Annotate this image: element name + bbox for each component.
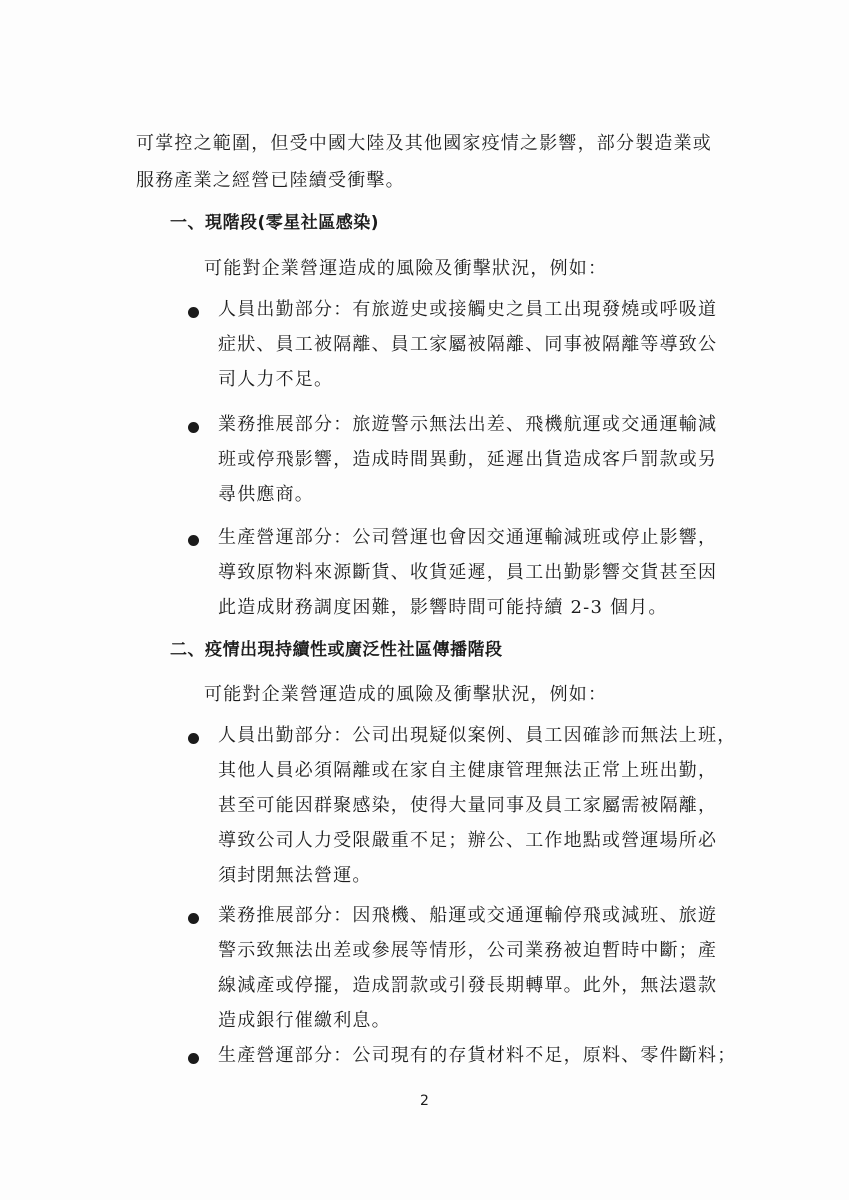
bullet-line: 業務推展部分：因飛機、船運或交通運輸停飛或減班、旅遊 (218, 905, 718, 926)
intro-line: 可掌控之範圍，但受中國大陸及其他國家疫情之影響，部分製造業或 (136, 133, 712, 154)
bullet-dot-icon (188, 1053, 199, 1064)
section-heading: 二、疫情出現持續性或廣泛性社區傳播階段 (170, 640, 503, 660)
bullet-line: 班或停飛影響，造成時間異動，延遲出貨造成客戶罰款或另 (218, 449, 718, 470)
bullet-line: 症狀、員工被隔離、員工家屬被隔離、同事被隔離等導致公 (218, 334, 718, 355)
section-lead: 可能對企業營運造成的風險及衝擊狀況，例如： (204, 684, 608, 705)
bullet-line: 須封閉無法營運。 (218, 865, 372, 886)
bullet-line: 業務推展部分：旅遊警示無法出差、飛機航運或交通運輸減 (218, 414, 718, 435)
page-number: 2 (420, 1093, 429, 1109)
section-heading: 一、現階段(零星社區感染) (170, 213, 380, 233)
bullet-line: 導致公司人力受限嚴重不足；辦公、工作地點或營運場所必 (218, 830, 718, 851)
bullet-line: 司人力不足。 (218, 369, 334, 390)
bullet-line: 甚至可能因群聚感染，使得大量同事及員工家屬需被隔離， (218, 795, 718, 816)
bullet-line: 其他人員必須隔離或在家自主健康管理無法正常上班出勤， (218, 760, 718, 781)
bullet-line: 人員出勤部分：公司出現疑似案例、員工因確診而無法上班， (218, 725, 737, 746)
bullet-line: 導致原物料來源斷貨、收貨延遲，員工出勤影響交貨甚至因 (218, 562, 718, 583)
bullet-dot-icon (188, 913, 199, 924)
bullet-line: 人員出勤部分：有旅遊史或接觸史之員工出現發燒或呼吸道 (218, 299, 718, 320)
bullet-line: 線減產或停擺，造成罰款或引發長期轉單。此外，無法還款 (218, 975, 718, 996)
section-lead: 可能對企業營運造成的風險及衝擊狀況，例如： (204, 258, 608, 279)
bullet-line: 尋供應商。 (218, 484, 314, 505)
bullet-line: 生產營運部分：公司現有的存貨材料不足，原料、零件斷料； (218, 1045, 737, 1066)
bullet-dot-icon (188, 307, 199, 318)
bullet-dot-icon (188, 535, 199, 546)
intro-line: 服務產業之經營已陸續受衝擊。 (136, 170, 405, 191)
bullet-line: 此造成財務調度困難，影響時間可能持續 2-3 個月。 (218, 597, 668, 618)
bullet-dot-icon (188, 422, 199, 433)
bullet-line: 生產營運部分：公司營運也會因交通運輸減班或停止影響， (218, 527, 718, 548)
bullet-line: 警示致無法出差或參展等情形，公司業務被迫暫時中斷；產 (218, 940, 718, 961)
bullet-dot-icon (188, 733, 199, 744)
bullet-line: 造成銀行催繳利息。 (218, 1010, 391, 1031)
